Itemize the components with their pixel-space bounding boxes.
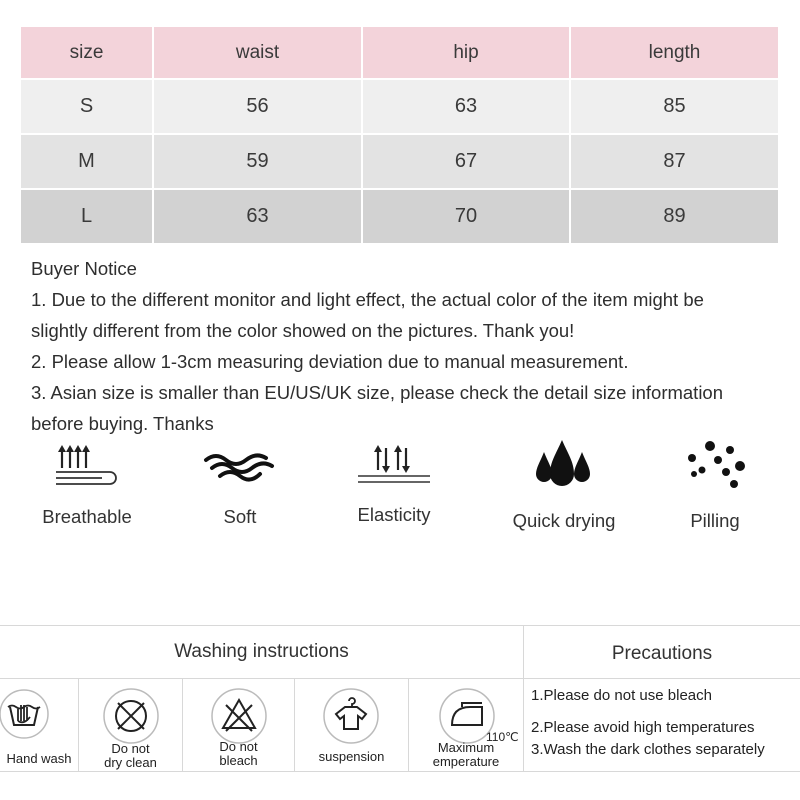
hip-cell: 70 bbox=[362, 189, 570, 244]
waist-cell: 56 bbox=[153, 79, 362, 134]
col-header-size: size bbox=[20, 26, 153, 79]
wash-label: suspension bbox=[318, 749, 385, 764]
wash-item-no-dry-clean bbox=[79, 679, 183, 771]
notice-title: Buyer Notice bbox=[31, 258, 137, 279]
feature-quick-drying bbox=[494, 436, 634, 532]
pilling-icon bbox=[682, 438, 748, 494]
size-cell: L bbox=[20, 189, 153, 244]
length-cell: 89 bbox=[570, 189, 779, 244]
wash-label: bleach bbox=[219, 753, 258, 768]
feature-label: Soft bbox=[223, 506, 257, 527]
wash-label: Do not bbox=[219, 739, 258, 754]
no-dry-clean-icon bbox=[102, 687, 160, 745]
size-cell: M bbox=[20, 134, 153, 189]
wash-item-hand-wash bbox=[0, 679, 79, 771]
wash-item-no-bleach bbox=[183, 679, 295, 771]
wash-label: Do not bbox=[111, 741, 150, 756]
wash-item-suspension bbox=[295, 679, 409, 771]
col-header-hip: hip bbox=[362, 26, 570, 79]
table-row bbox=[20, 134, 779, 189]
wash-label: Hand wash bbox=[6, 751, 72, 766]
hip-cell: 63 bbox=[362, 79, 570, 134]
hanger-icon bbox=[322, 687, 380, 745]
wash-label: Maximum bbox=[437, 740, 495, 755]
col-header-length: length bbox=[570, 26, 779, 79]
feature-label: Quick drying bbox=[512, 510, 616, 531]
precautions-title: Precautions bbox=[524, 626, 800, 679]
waist-cell: 59 bbox=[153, 134, 362, 189]
length-cell: 85 bbox=[570, 79, 779, 134]
length-cell: 87 bbox=[570, 134, 779, 189]
hip-cell: 67 bbox=[362, 134, 570, 189]
table-row bbox=[20, 189, 779, 244]
precaution-item: 1.Please do not use bleach bbox=[531, 687, 712, 704]
hand-wash-icon bbox=[0, 687, 54, 741]
feature-label: Pilling bbox=[690, 510, 740, 531]
wash-item-max-temperature bbox=[409, 679, 524, 771]
notice-line: 3. Asian size is smaller than EU/US/UK size, please check the detail size information bbox=[31, 382, 724, 403]
waist-cell: 63 bbox=[153, 189, 362, 244]
washing-instructions-title: Washing instructions bbox=[0, 626, 524, 679]
precaution-item: 3.Wash the dark clothes separately bbox=[531, 741, 765, 758]
quick-drying-icon bbox=[532, 436, 596, 494]
no-bleach-icon bbox=[210, 687, 268, 745]
notice-line: before buying. Thanks bbox=[31, 413, 214, 434]
feature-soft bbox=[170, 440, 310, 528]
buyer-notice bbox=[31, 253, 791, 439]
size-table bbox=[19, 25, 780, 245]
size-table-header-row bbox=[20, 26, 779, 79]
precaution-item: 2.Please avoid high temperatures bbox=[531, 719, 755, 736]
feature-elasticity bbox=[324, 440, 464, 526]
temperature-label: 110℃ bbox=[486, 730, 519, 744]
elasticity-icon bbox=[354, 440, 434, 494]
wash-label: dry clean bbox=[104, 755, 157, 770]
breathable-icon bbox=[52, 440, 122, 494]
feature-pilling bbox=[645, 438, 785, 532]
soft-icon bbox=[202, 440, 278, 494]
col-header-waist: waist bbox=[153, 26, 362, 79]
table-row bbox=[20, 79, 779, 134]
notice-line: 1. Due to the different monitor and light effect, the actual color of the item might be bbox=[31, 289, 704, 310]
feature-label: Elasticity bbox=[357, 504, 431, 525]
notice-line: 2. Please allow 1-3cm measuring deviation due to manual measurement. bbox=[31, 351, 629, 372]
size-cell: S bbox=[20, 79, 153, 134]
wash-label: emperature bbox=[432, 754, 500, 769]
feature-label: Breathable bbox=[42, 506, 132, 527]
notice-line: slightly different from the color showed on the pictures. Thank you! bbox=[31, 320, 575, 341]
feature-breathable bbox=[17, 440, 157, 528]
